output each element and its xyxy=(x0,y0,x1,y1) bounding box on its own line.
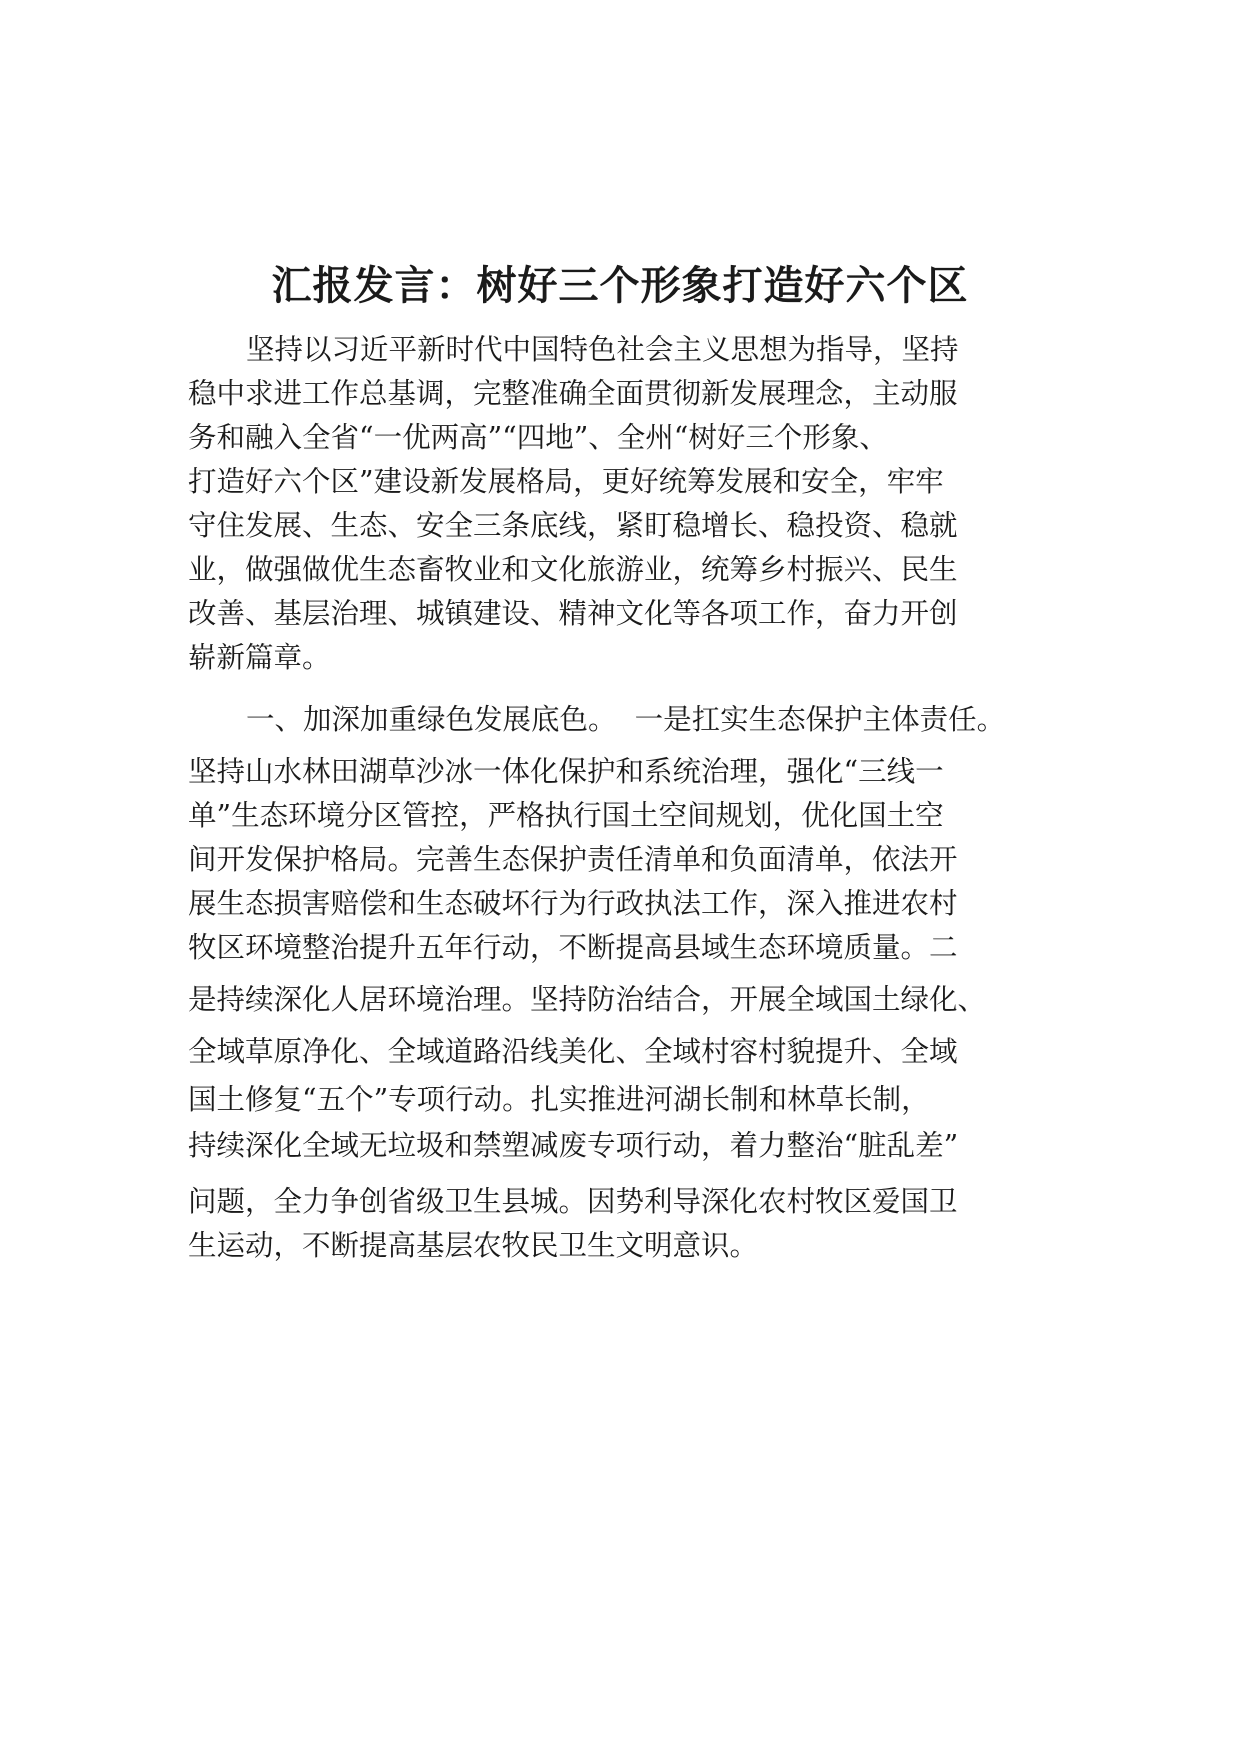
text-line: 务和融入全省“一优两高”“四地”、全州“树好三个形象、 xyxy=(188,421,888,454)
text-line: 展生态损害赔偿和生态破坏行为行政执法工作，深入推进农村 xyxy=(188,887,958,920)
text-line: 全域草原净化、全域道路沿线美化、全域村容村貌提升、全域 xyxy=(188,1035,958,1068)
section-heading-line: 一、加深加重绿色发展底色。 一是扛实生态保护主体责任。 xyxy=(246,703,1006,736)
text-line: 守住发展、生态、安全三条底线，紧盯稳增长、稳投资、稳就 xyxy=(188,509,958,542)
text-line: 问题，全力争创省级卫生县城。因势利导深化农村牧区爱国卫 xyxy=(188,1185,958,1218)
text-line: 持续深化全域无垃圾和禁塑减废专项行动，着力整治“脏乱差” xyxy=(188,1129,959,1162)
text-line: 国土修复“五个”专项行动。扎实推进河湖长制和林草长制， xyxy=(188,1083,930,1116)
text-line: 生运动，不断提高基层农牧民卫生文明意识。 xyxy=(188,1229,759,1262)
text-line: 稳中求进工作总基调，完整准确全面贯彻新发展理念，主动服 xyxy=(188,377,958,410)
text-line: 坚持以习近平新时代中国特色社会主义思想为指导，坚持 xyxy=(246,333,959,366)
text-line: 坚持山水林田湖草沙冰一体化保护和系统治理，强化“三线一 xyxy=(188,755,944,788)
text-line: 改善、基层治理、城镇建设、精神文化等各项工作，奋力开创 xyxy=(188,597,958,630)
document-title: 汇报发言：树好三个形象打造好六个区 xyxy=(271,263,969,309)
text-line: 崭新篇章。 xyxy=(188,641,331,674)
text-line: 是持续深化人居环境治理。坚持防治结合，开展全域国土绿化、 xyxy=(188,983,987,1016)
text-line: 业，做强做优生态畜牧业和文化旅游业，统筹乡村振兴、民生 xyxy=(188,553,958,586)
text-line: 打造好六个区”建设新发展格局，更好统筹发展和安全，牢牢 xyxy=(188,465,944,498)
text-line: 单”生态环境分区管控，严格执行国土空间规划，优化国土空 xyxy=(188,799,944,832)
text-line: 牧区环境整治提升五年行动，不断提高县域生态环境质量。二 xyxy=(188,931,958,964)
text-line: 间开发保护格局。完善生态保护责任清单和负面清单，依法开 xyxy=(188,843,958,876)
